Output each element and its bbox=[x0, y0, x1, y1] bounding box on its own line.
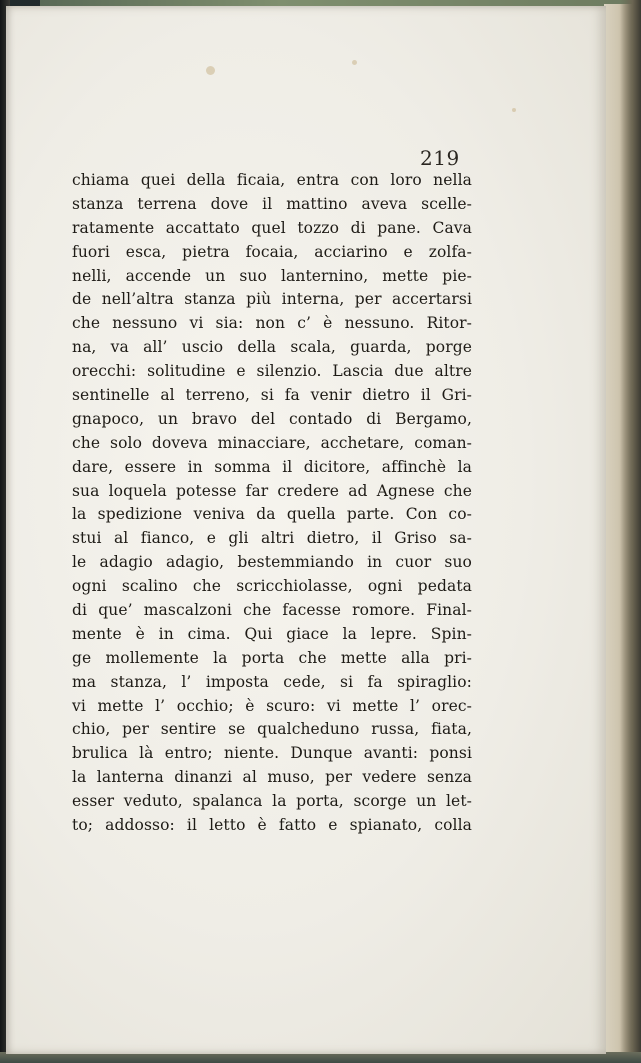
text-line: ogni scalino che scricchiolasse, ogni pedata bbox=[72, 577, 472, 596]
body-text bbox=[72, 169, 472, 838]
text-line: gnapoco, un bravo del contado di Bergamo, bbox=[72, 409, 472, 428]
text-line: fuori esca, pietra focaia, acciarino e zolfa- bbox=[72, 242, 472, 261]
foxing-spot bbox=[352, 60, 357, 65]
text-line: di que’ mascalzoni che facesse romore. Final- bbox=[72, 601, 472, 620]
book-fore-edge bbox=[620, 0, 641, 1063]
text-line: che solo doveva minacciare, acchetare, coman- bbox=[72, 433, 472, 452]
text-line: esser veduto, spalanca la porta, scorge un let- bbox=[72, 792, 472, 811]
text-line: ma stanza, l’ imposta cede, si fa spiraglio: bbox=[72, 672, 472, 691]
text-line: la spedizione veniva da quella parte. Con co- bbox=[72, 505, 472, 524]
foxing-spot bbox=[512, 108, 516, 112]
text-line: chiama quei della ficaia, entra con loro nella bbox=[72, 171, 472, 189]
text-line: na, va all’ uscio della scala, guarda, porge bbox=[72, 338, 472, 357]
text-line: chio, per sentire se qualcheduno russa, fiata, bbox=[72, 720, 472, 739]
text-line: dare, essere in somma il dicitore, affinchè la bbox=[72, 457, 472, 476]
text-line: ratamente accattato quel tozzo di pane. Cava bbox=[72, 218, 472, 237]
text-line: brulica là entro; niente. Dunque avanti: ponsi bbox=[72, 744, 472, 763]
text-line: to; addosso: il letto è fatto e spianato, colla bbox=[72, 816, 472, 835]
text-line: che nessuno vi sia: non c’ è nessuno. Ritor- bbox=[72, 314, 472, 333]
foxing-spot bbox=[206, 66, 215, 75]
page-number: 219 bbox=[420, 146, 460, 170]
text-line: de nell’altra stanza più interna, per accertarsi bbox=[72, 290, 472, 309]
text-line: sentinelle al terreno, si fa venir dietro il Gri- bbox=[72, 386, 472, 405]
text-line: stanza terrena dove il mattino aveva scelle- bbox=[72, 194, 472, 213]
text-line: mente è in cima. Qui giace la lepre. Spin- bbox=[72, 624, 472, 643]
text-line: vi mette l’ occhio; è scuro: vi mette l’ orec- bbox=[72, 696, 472, 715]
text-line: stui al fianco, e gli altri dietro, il Griso sa- bbox=[72, 529, 472, 548]
text-line: sua loquela potesse far credere ad Agnese che bbox=[72, 481, 472, 500]
text-line: la lanterna dinanzi al muso, per vedere senza bbox=[72, 768, 472, 787]
text-line: nelli, accende un suo lanternino, mette pie- bbox=[72, 266, 472, 285]
text-line: orecchi: solitudine e silenzio. Lascia due altre bbox=[72, 362, 472, 381]
text-line: le adagio adagio, bestemmiando in cuor suo bbox=[72, 553, 472, 572]
text-line: ge mollemente la porta che mette alla pri- bbox=[72, 648, 472, 667]
